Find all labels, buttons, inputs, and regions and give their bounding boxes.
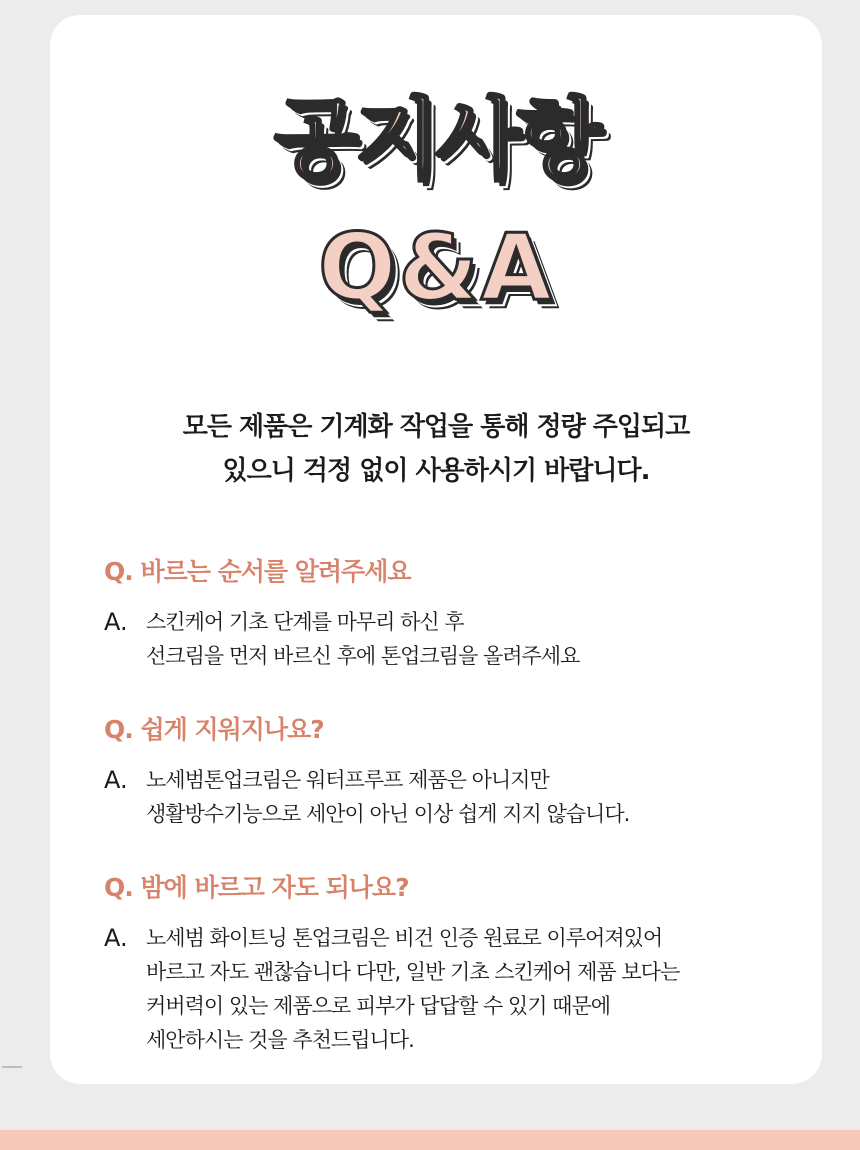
notice-title: 공지사항 [273,88,599,191]
qa-item-removal [104,713,802,831]
answer [104,921,802,1057]
notice-card [50,15,822,1084]
answer-line: 노세범톤업크림은 워터프루프 제품은 아니지만 [146,768,549,792]
answer-line: 바르고 자도 괜찮습니다 다만, 일반 기초 스킨케어 제품 보다는 [146,960,680,984]
footer-bar [0,1130,860,1150]
intro-line: 모든 제품은 기계화 작업을 통해 정량 주입되고 [182,412,690,442]
answer-line: 노세범 화이트닝 톤업크림은 비건 인증 원료로 이루어져있어 [146,926,663,950]
question: Q. 밤에 바르고 자도 되나요? [104,873,409,902]
qa-item-order [104,555,802,673]
answer-line: 생활방수기능으로 세안이 아닌 이상 쉽게 지지 않습니다. [146,802,630,826]
answer-line: 스킨케어 기초 단계를 마무리 하신 후 [146,610,464,634]
answer-line: 커버력이 있는 제품으로 피부가 답답할 수 있기 때문에 [146,994,611,1018]
question: Q. 쉽게 지워지나요? [104,715,324,744]
answer [104,605,802,673]
intro-line: 있으니 걱정 없이 사용하시기 바랍니다. [222,456,650,486]
qa-title: Q&A [318,214,554,321]
intro-text [50,405,822,493]
answer-line: 세안하시는 것을 추천드립니다. [146,1028,414,1052]
edge-mark [2,1066,22,1068]
answer [104,763,802,831]
answer-marker: A. [104,608,128,636]
answer-marker: A. [104,766,128,794]
question: Q. 바르는 순서를 알려주세요 [104,557,411,586]
answer-line: 선크림을 먼저 바르신 후에 톤업크림을 올려주세요 [146,644,580,668]
answer-marker: A. [104,924,128,952]
qa-item-night [104,871,802,1057]
